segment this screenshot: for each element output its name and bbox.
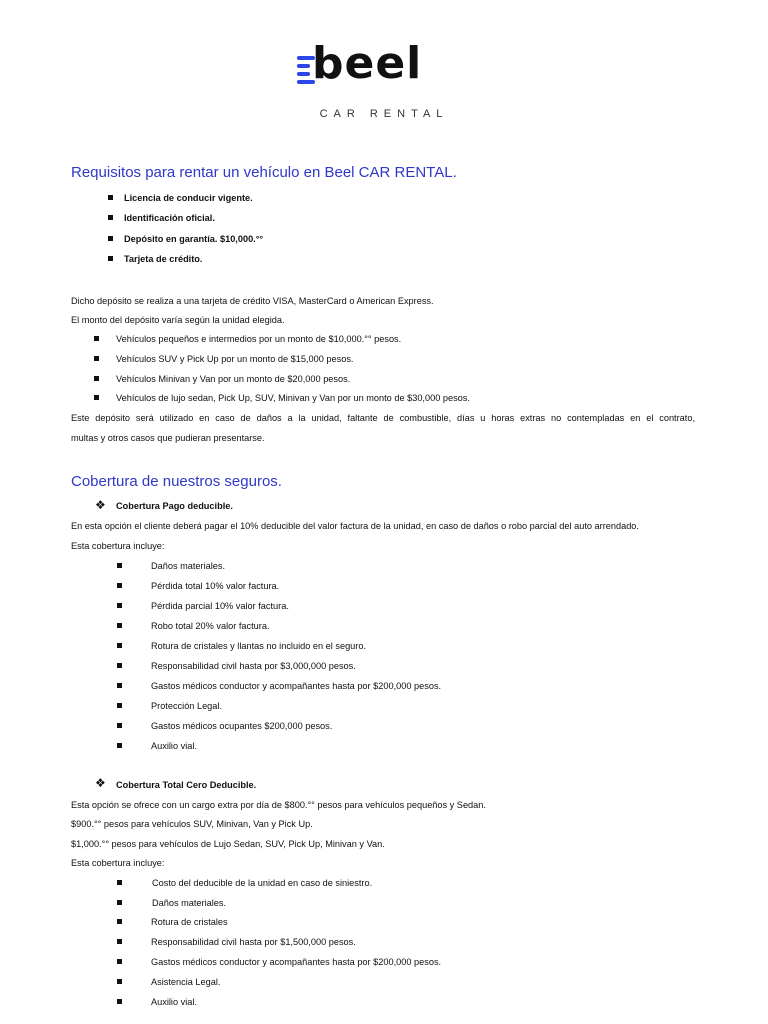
section-title-coverage: Cobertura de nuestros seguros. [71, 473, 282, 490]
list-item: Depósito en garantía. $10,000.°° [124, 234, 263, 244]
list-item: Responsabilidad civil hasta por $1,500,000 pesos. [151, 937, 356, 947]
paragraph: Esta cobertura incluye: [71, 541, 165, 551]
list-item: Tarjeta de crédito. [124, 254, 202, 264]
list-item: Pérdida parcial 10% valor factura. [151, 601, 289, 611]
list-item: Daños materiales. [152, 898, 226, 908]
list-item: Pérdida total 10% valor factura. [151, 581, 279, 591]
list-item: Identificación oficial. [124, 213, 215, 223]
list-item: Responsabilidad civil hasta por $3,000,000 pesos. [151, 661, 356, 671]
paragraph: Dicho depósito se realiza a una tarjeta de crédito VISA, MasterCard o American Express. [71, 296, 434, 306]
paragraph: En esta opción el cliente deberá pagar el 10% deducible del valor factura de la unidad, en caso de daños o robo parcial del auto arrendado. [71, 521, 639, 531]
list-item: Daños materiales. [151, 561, 225, 571]
list-item: Gastos médicos conductor y acompañantes hasta por $200,000 pesos. [151, 681, 441, 691]
paragraph: Esta cobertura incluye: [71, 858, 165, 868]
diamond-bullet-icon: ❖ [95, 498, 106, 512]
list-item: Vehículos Minivan y Van por un monto de $20,000 pesos. [116, 374, 350, 384]
list-item: Vehículos de lujo sedan, Pick Up, SUV, Minivan y Van por un monto de $30,000 pesos. [116, 393, 470, 403]
paragraph: El monto del depósito varía según la unidad elegida. [71, 315, 285, 325]
list-item: Rotura de cristales [151, 917, 228, 927]
list-item: Rotura de cristales y llantas no incluido en el seguro. [151, 641, 366, 651]
list-item: Auxilio vial. [151, 997, 197, 1007]
list-item: Asistencia Legal. [151, 977, 220, 987]
list-item: Gastos médicos ocupantes $200,000 pesos. [151, 721, 332, 731]
logo [0, 38, 768, 128]
list-item: Auxilio vial. [151, 741, 197, 751]
list-item: Vehículos pequeños e intermedios por un monto de $10,000.°° pesos. [116, 334, 401, 344]
paragraph: Esta opción se ofrece con un cargo extra por día de $800.°° pesos para vehículos pequeños y Sedan. [71, 800, 486, 810]
paragraph: $900.°° pesos para vehículos SUV, Minivan, Van y Pick Up. [71, 819, 313, 829]
paragraph: multas y otros casos que pudieran presentarse. [71, 433, 265, 443]
paragraph: $1,000.°° pesos para vehículos de Lujo Sedan, SUV, Pick Up, Minivan y Van. [71, 839, 385, 849]
list-item: Costo del deducible de la unidad en caso de siniestro. [152, 878, 372, 888]
list-item: Licencia de conducir vigente. [124, 193, 253, 203]
logo-subtitle: CAR RENTAL [319, 108, 449, 120]
list-item: Robo total 20% valor factura. [151, 621, 269, 631]
logo-wordmark: beel [312, 38, 423, 89]
list-item: Gastos médicos conductor y acompañantes hasta por $200,000 pesos. [151, 957, 441, 967]
list-item: Vehículos SUV y Pick Up por un monto de $15,000 pesos. [116, 354, 353, 364]
coverage-title: Cobertura Total Cero Deducible. [116, 780, 257, 790]
list-item: Protección Legal. [151, 701, 222, 711]
diamond-bullet-icon: ❖ [95, 776, 106, 790]
paragraph: Este depósito será utilizado en caso de daños a la unidad, faltante de combustible, días u horas extras no contempladas en el contrato, [71, 413, 695, 423]
section-title-requirements: Requisitos para rentar un vehículo en Beel CAR RENTAL. [71, 164, 457, 181]
coverage-title: Cobertura Pago deducible. [116, 501, 233, 511]
